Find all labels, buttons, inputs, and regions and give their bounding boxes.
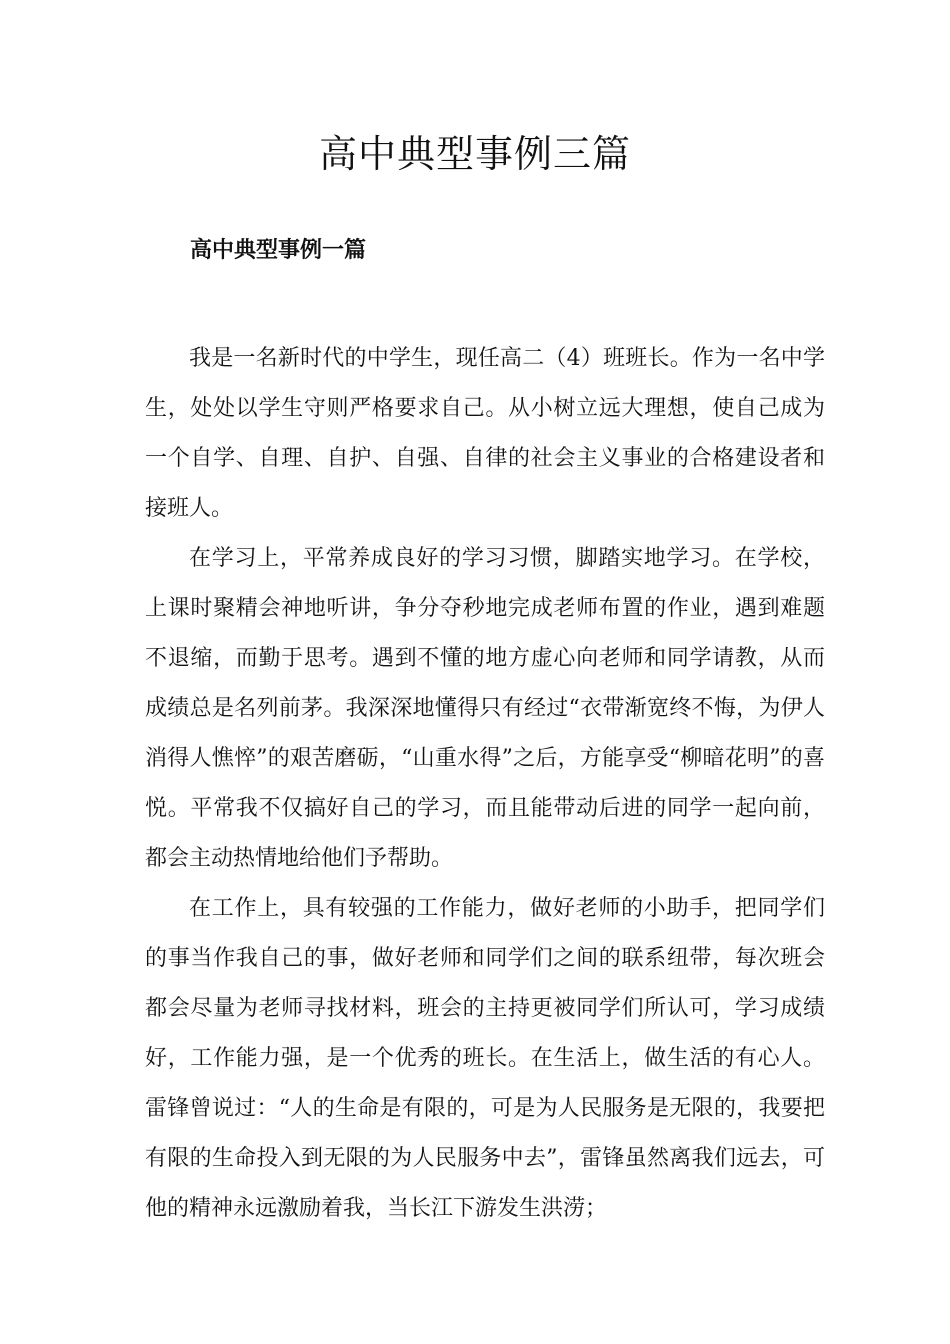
paragraph-1: 我是一名新时代的中学生，现任高二（4）班班长。作为一名中学生，处处以学生守则严格要求自己。从小树立远大理想，使自己成为一个自学、自理、自护、自强、自律的社会主义事业的合格建设者和接班人。	[145, 346, 825, 521]
document-body	[145, 334, 825, 1234]
section-title: 高中典型事例一篇	[190, 237, 367, 263]
paragraph-2: 在学习上，平常养成良好的学习习惯，脚踏实地学习。在学校，上课时聚精会神地听讲，争分夺秒地完成老师布置的作业，遇到难题不退缩，而勤于思考。遇到不懂的地方虚心向老师和同学请教，从而成绩总是名列前茅。我深深地懂得只有经过“衣带渐宽终不悔，为伊人消得人憔悴”的艰苦磨砺，“山重水得”之后，方能享受“柳暗花明”的喜悦。平常我不仅搞好自己的学习，而且能带动后进的同学一起向前，都会主动热情地给他们予帮助。	[145, 546, 825, 871]
paragraph-3: 在工作上，具有较强的工作能力，做好老师的小助手，把同学们的事当作我自己的事，做好老师和同学们之间的联系纽带，每次班会都会尽量为老师寻找材料，班会的主持更被同学们所认可，学习成绩好，工作能力强，是一个优秀的班长。在生活上，做生活的有心人。雷锋曾说过：“人的生命是有限的，可是为人民服务是无限的，我要把有限的生命投入到无限的为人民服务中去”，雷锋虽然离我们远去，可他的精神永远激励着我，当长江下游发生洪涝；	[145, 896, 825, 1221]
document-title: 高中典型事例三篇	[318, 132, 631, 176]
